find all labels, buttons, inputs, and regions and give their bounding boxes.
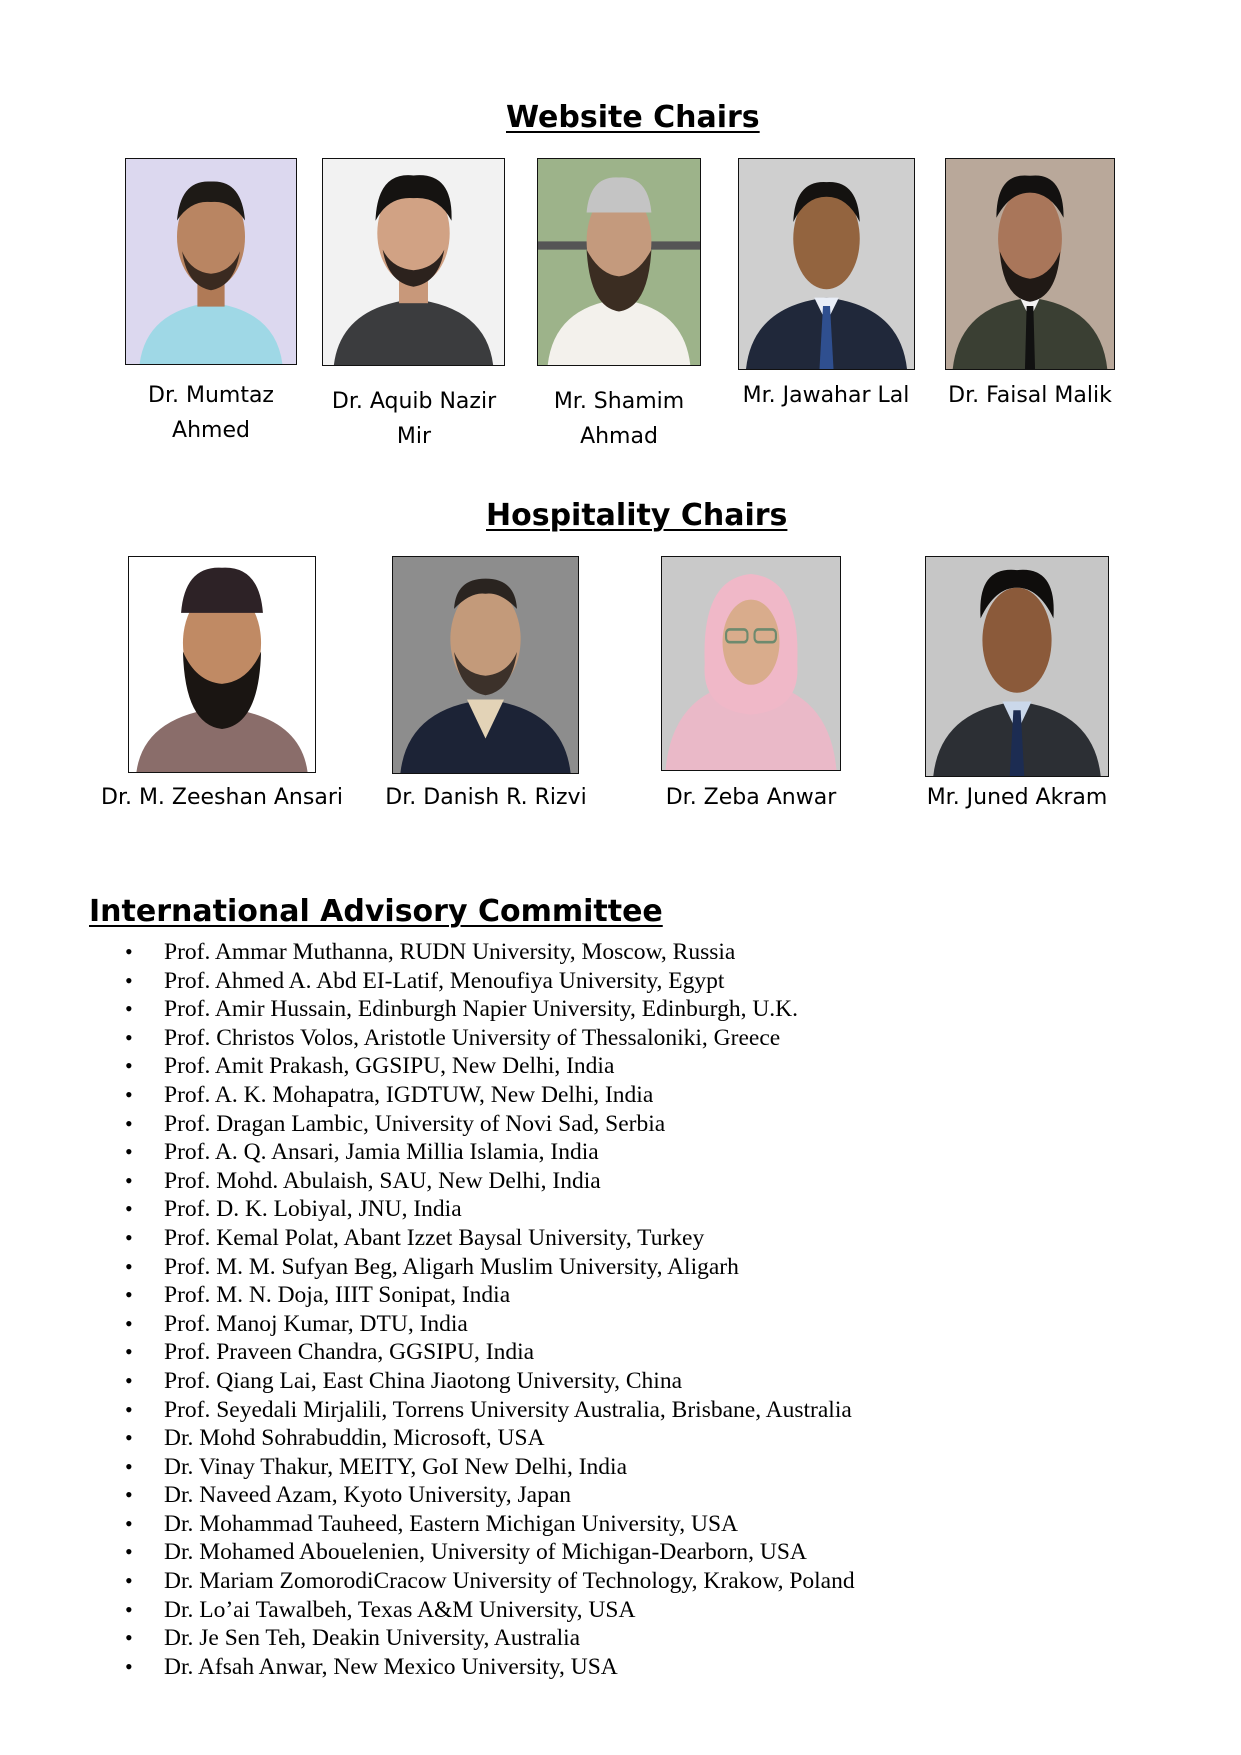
portrait-placeholder-icon — [739, 159, 914, 369]
list-item: • Dr. Lo’ai Tawalbeh, Texas A&M University, USA — [120, 1596, 855, 1625]
photo-website-chair-1 — [125, 158, 297, 365]
portrait-placeholder-icon — [323, 159, 504, 365]
name-website-chair-3: Mr. Shamim Ahmad — [553, 389, 685, 449]
name-hospitality-chair-2: Dr. Danish R. Rizvi — [385, 785, 587, 810]
portrait-placeholder-icon — [538, 159, 700, 365]
list-item: • Dr. Mohamed Abouelenien, University of Michigan-Dearborn, USA — [120, 1538, 855, 1567]
portrait-placeholder-icon — [946, 159, 1114, 369]
name-website-chair-1: Dr. Mumtaz Ahmed — [148, 383, 274, 443]
list-item: • Dr. Mohd Sohrabuddin, Microsoft, USA — [120, 1424, 855, 1453]
list-item: • Dr. Je Sen Teh, Deakin University, Australia — [120, 1624, 855, 1653]
name-hospitality-chair-1: Dr. M. Zeeshan Ansari — [101, 785, 343, 810]
list-item: • Prof. Mohd. Abulaish, SAU, New Delhi, India — [120, 1167, 855, 1196]
list-item: • Prof. Dragan Lambic, University of Novi Sad, Serbia — [120, 1110, 855, 1139]
name-website-chair-5: Dr. Faisal Malik — [948, 383, 1112, 408]
list-item: • Prof. Amir Hussain, Edinburgh Napier University, Edinburgh, U.K. — [120, 995, 855, 1024]
website-chairs-heading: Website Chairs — [506, 100, 760, 135]
name-website-chair-4: Mr. Jawahar Lal — [742, 383, 910, 408]
list-item: • Prof. D. K. Lobiyal, JNU, India — [120, 1195, 855, 1224]
list-item: • Prof. A. Q. Ansari, Jamia Millia Islamia, India — [120, 1138, 855, 1167]
advisory-committee-list — [120, 938, 855, 1681]
photo-website-chair-5 — [945, 158, 1115, 370]
list-item: • Dr. Naveed Azam, Kyoto University, Japan — [120, 1481, 855, 1510]
hospitality-chairs-heading: Hospitality Chairs — [486, 498, 788, 533]
list-item: • Dr. Mariam ZomorodiCracow University of Technology, Krakow, Poland — [120, 1567, 855, 1596]
portrait-placeholder-icon — [926, 557, 1108, 776]
photo-hospitality-chair-1 — [128, 556, 316, 773]
name-hospitality-chair-4: Mr. Juned Akram — [926, 785, 1108, 810]
portrait-placeholder-icon — [126, 159, 296, 364]
list-item: • Prof. Ammar Muthanna, RUDN University, Moscow, Russia — [120, 938, 855, 967]
list-item: • Prof. Amit Prakash, GGSIPU, New Delhi, India — [120, 1052, 855, 1081]
advisory-committee-heading: International Advisory Committee — [89, 894, 663, 929]
list-item: • Prof. Manoj Kumar, DTU, India — [120, 1310, 855, 1339]
photo-website-chair-2 — [322, 158, 505, 366]
list-item: • Dr. Vinay Thakur, MEITY, GoI New Delhi, India — [120, 1453, 855, 1482]
portrait-placeholder-icon — [662, 557, 840, 770]
list-item: • Prof. A. K. Mohapatra, IGDTUW, New Delhi, India — [120, 1081, 855, 1110]
portrait-placeholder-icon — [129, 557, 315, 772]
photo-hospitality-chair-3 — [661, 556, 841, 771]
name-website-chair-2: Dr. Aquib Nazir Mir — [331, 389, 497, 449]
list-item: • Dr. Afsah Anwar, New Mexico University, USA — [120, 1653, 855, 1682]
photo-hospitality-chair-4 — [925, 556, 1109, 777]
list-item: • Prof. Christos Volos, Aristotle University of Thessaloniki, Greece — [120, 1024, 855, 1053]
list-item: • Prof. Qiang Lai, East China Jiaotong University, China — [120, 1367, 855, 1396]
photo-hospitality-chair-2 — [392, 556, 579, 774]
list-item: • Prof. M. M. Sufyan Beg, Aligarh Muslim University, Aligarh — [120, 1253, 855, 1282]
photo-website-chair-4 — [738, 158, 915, 370]
list-item: • Prof. Kemal Polat, Abant Izzet Baysal University, Turkey — [120, 1224, 855, 1253]
list-item: • Prof. M. N. Doja, IIIT Sonipat, India — [120, 1281, 855, 1310]
name-hospitality-chair-3: Dr. Zeba Anwar — [665, 785, 837, 810]
photo-website-chair-3 — [537, 158, 701, 366]
list-item: • Prof. Ahmed A. Abd EI-Latif, Menoufiya University, Egypt — [120, 967, 855, 996]
list-item: • Prof. Praveen Chandra, GGSIPU, India — [120, 1338, 855, 1367]
list-item: • Dr. Mohammad Tauheed, Eastern Michigan University, USA — [120, 1510, 855, 1539]
portrait-placeholder-icon — [393, 557, 578, 773]
list-item: • Prof. Seyedali Mirjalili, Torrens University Australia, Brisbane, Australia — [120, 1396, 855, 1425]
